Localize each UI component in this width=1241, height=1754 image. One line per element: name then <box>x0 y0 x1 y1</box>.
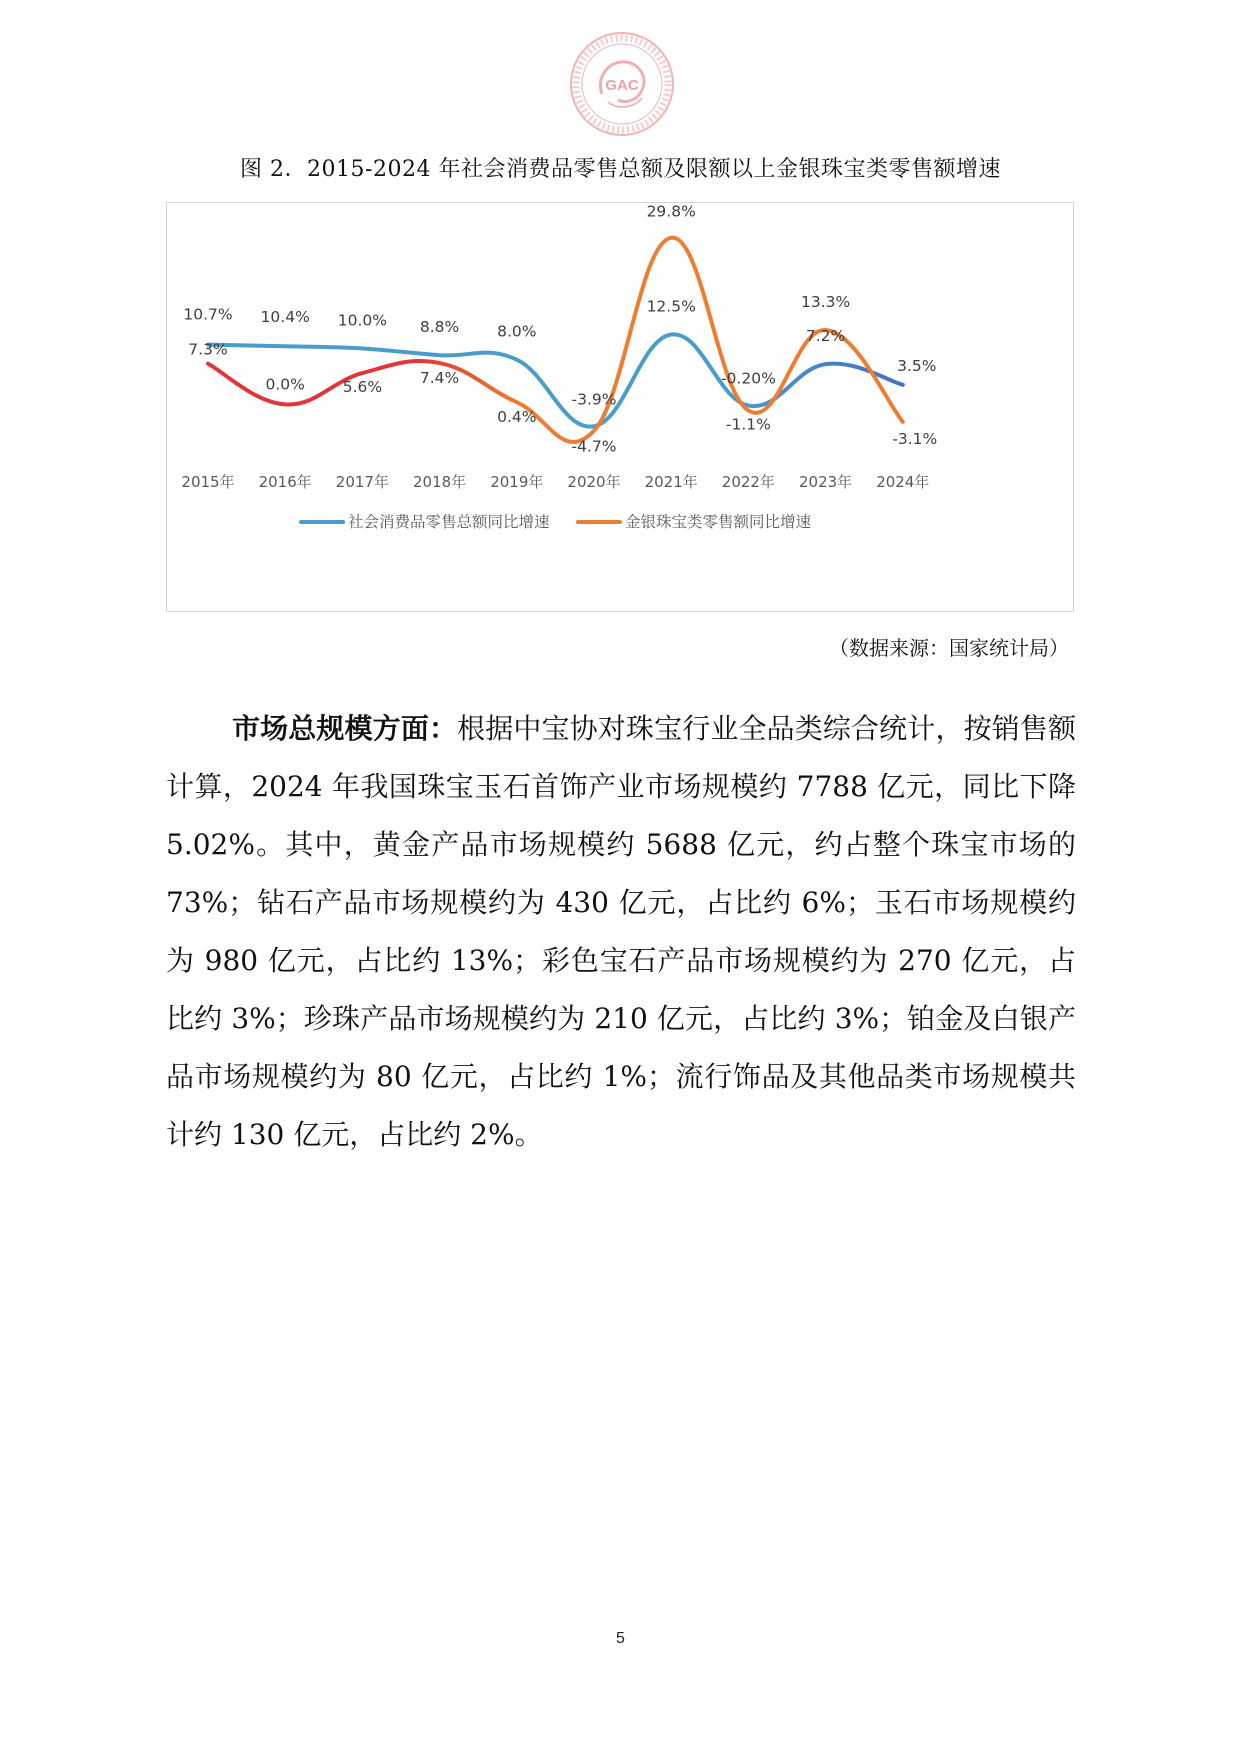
data-label: 0.0% <box>265 375 305 394</box>
data-label: 3.5% <box>897 356 937 375</box>
x-tick-label: 2024年 <box>876 473 930 491</box>
data-label: -4.7% <box>571 437 617 456</box>
data-label: -0.20% <box>720 369 776 388</box>
series-line-retail-total <box>208 334 903 426</box>
data-label: 8.8% <box>419 318 460 337</box>
data-label: 29.8% <box>646 203 696 221</box>
data-source-note: （数据来源：国家统计局） <box>829 636 1069 660</box>
data-label: 12.5% <box>646 297 696 316</box>
data-label: 0.4% <box>497 408 537 427</box>
data-label: 10.4% <box>260 308 310 327</box>
data-label: -1.1% <box>725 415 771 434</box>
data-label: 13.3% <box>800 293 851 312</box>
page-number: 5 <box>616 1630 625 1647</box>
legend-label-retail-total: 社会消费品零售总额同比增速 <box>348 513 550 531</box>
x-tick-label: 2019年 <box>490 473 544 491</box>
gac-seal-logo <box>568 30 676 138</box>
data-label: 5.6% <box>342 378 383 397</box>
data-label: 8.0% <box>497 322 537 341</box>
figure-title: 图 2．2015-2024 年社会消费品零售总额及限额以上金银珠宝类零售额增速 <box>240 157 1001 182</box>
x-tick-label: 2017年 <box>335 473 389 491</box>
data-label: 7.4% <box>419 369 460 388</box>
line-chart <box>166 202 1074 612</box>
data-label: -3.9% <box>571 390 617 409</box>
paragraph-body: 根据中宝协对珠宝行业全品类综合统计，按销售额计算，2024 年我国珠宝玉石首饰产业市场规模约 7788 亿元，同比下降 5.02%。其中，黄金产品市场规模约 5688 亿元，约占整个珠宝市场的 73%；钻石产品市场规模约为 430 亿元，占比约 6%；玉石市场规模约为 980 亿元，占比约 13%；彩色宝石产品市场规模约为 270 亿元，占比约 3%；珍珠产品市场规模约为 210 亿元，占比约 3%；铂金及白银产品市场规模约为 80 亿元，占比约 1%；流行饰品及其他品类市场规模共计约 130 亿元，占比约 2%。 <box>166 712 1076 1151</box>
data-label: 7.2% <box>805 327 846 346</box>
data-label: 10.7% <box>183 305 233 324</box>
x-tick-label: 2016年 <box>258 473 312 491</box>
data-label: 10.0% <box>337 311 388 330</box>
chart-canvas <box>167 203 1075 613</box>
x-tick-label: 2021年 <box>644 473 698 491</box>
series-line-gold-jewelry <box>208 238 903 442</box>
body-paragraph <box>166 700 1076 1164</box>
data-label: 7.3% <box>188 340 228 359</box>
x-tick-label: 2018年 <box>413 473 467 491</box>
seal-text: GAC <box>605 77 639 94</box>
data-label: -3.1% <box>892 429 938 448</box>
legend-label-gold-jewelry: 金银珠宝类零售额同比增速 <box>625 513 812 531</box>
x-tick-label: 2022年 <box>721 473 775 491</box>
paragraph-lead: 市场总规模方面： <box>232 712 458 745</box>
x-tick-label: 2020年 <box>567 473 621 491</box>
x-tick-label: 2023年 <box>799 473 853 491</box>
x-tick-label: 2015年 <box>181 473 235 491</box>
